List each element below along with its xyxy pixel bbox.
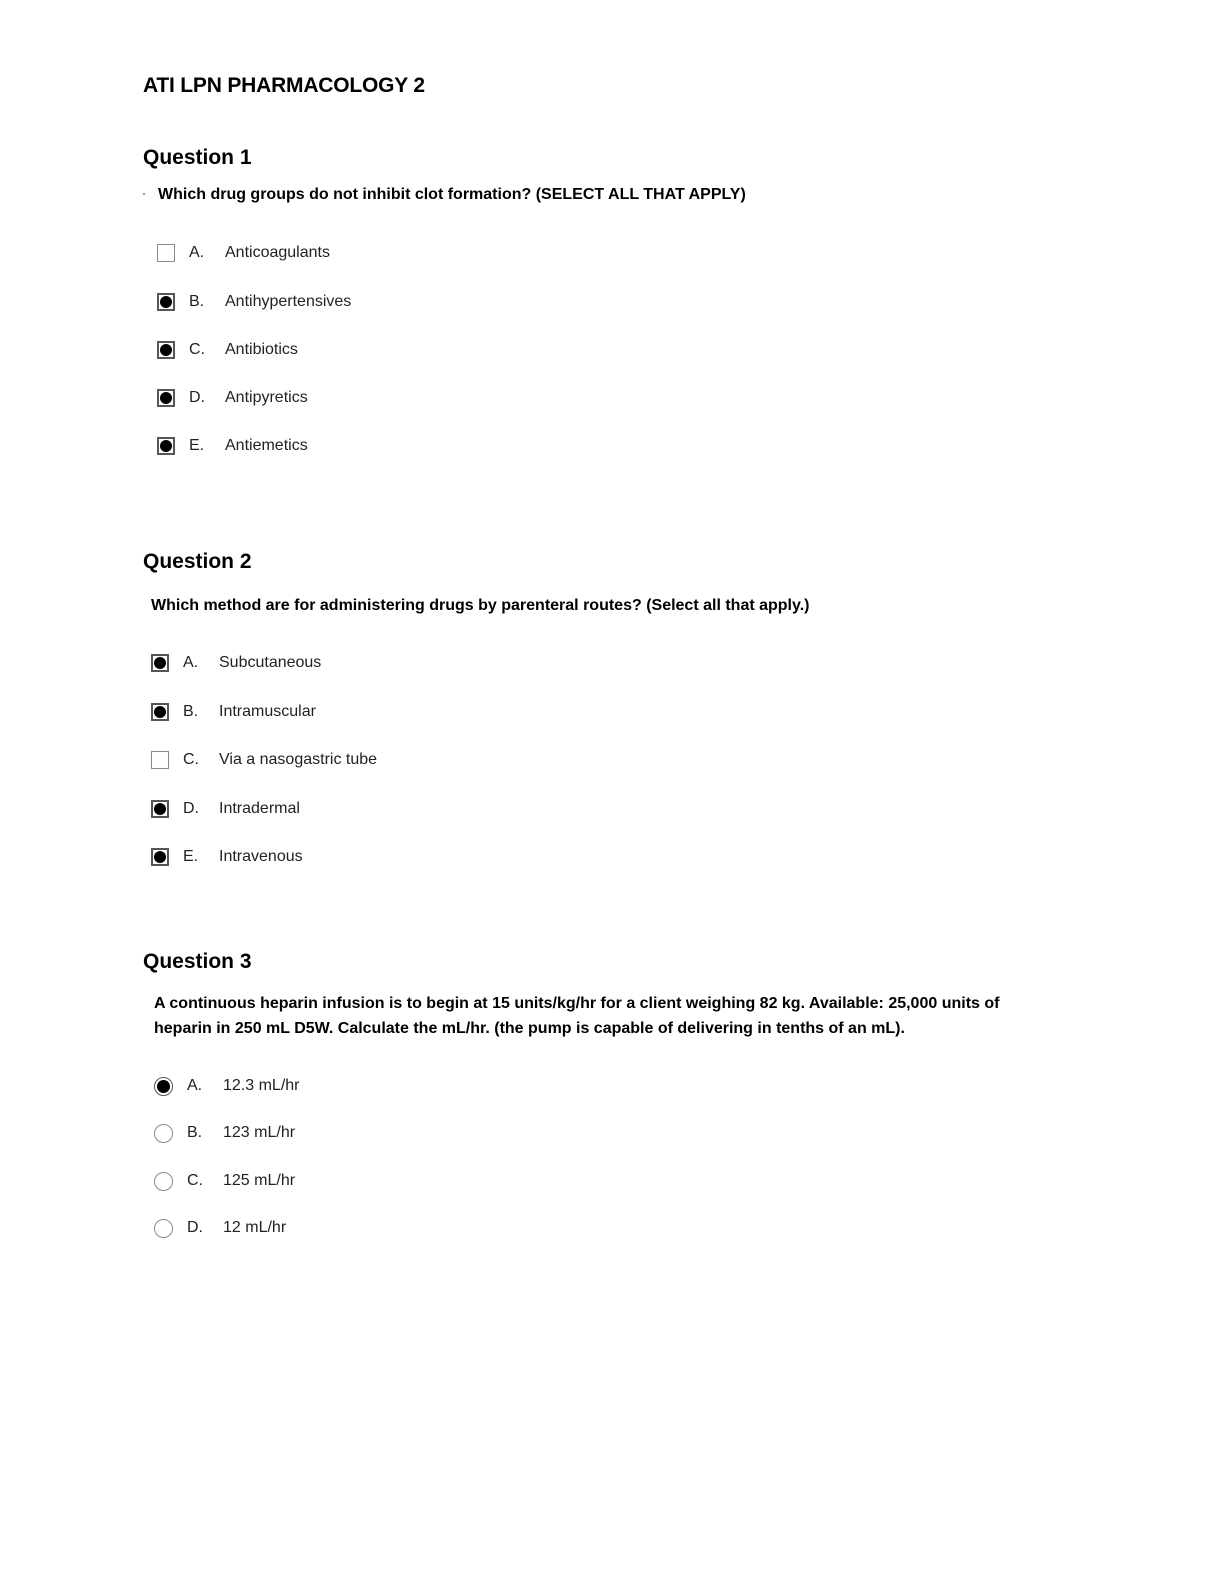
checkbox[interactable] — [151, 848, 169, 866]
option-label: Intravenous — [219, 848, 303, 865]
option-label: Antihypertensives — [225, 293, 352, 310]
checkbox[interactable] — [151, 654, 169, 672]
option-d[interactable] — [154, 1216, 286, 1240]
radio-button[interactable] — [154, 1219, 173, 1238]
option-letter: D. — [183, 800, 199, 817]
option-c[interactable] — [151, 748, 377, 772]
option-label: 123 mL/hr — [223, 1124, 296, 1141]
option-label: Antibiotics — [225, 341, 298, 358]
option-c[interactable] — [154, 1169, 295, 1193]
option-letter: A. — [187, 1077, 203, 1094]
question-text-line-1: A continuous heparin infusion is to begin at 15 units/kg/hr for a client weighing 82 kg. Available: 25,000 units of — [154, 995, 1000, 1012]
option-d[interactable] — [151, 797, 300, 821]
option-label: Antipyretics — [225, 389, 308, 406]
option-b[interactable] — [154, 1121, 295, 1145]
option-label: Subcutaneous — [219, 654, 322, 671]
option-letter: C. — [189, 341, 205, 358]
radio-button[interactable] — [154, 1124, 173, 1143]
question-text-line-2: heparin in 250 mL D5W. Calculate the mL/hr. (the pump is capable of delivering in tenths of an mL). — [154, 1020, 905, 1037]
option-label: Via a nasogastric tube — [219, 751, 378, 768]
checkbox[interactable] — [157, 341, 175, 359]
question-heading: Question 1 — [143, 146, 252, 169]
option-label: Intradermal — [219, 800, 300, 817]
checkbox[interactable] — [151, 703, 169, 721]
option-letter: D. — [189, 389, 205, 406]
question-text: Which drug groups do not inhibit clot formation? (SELECT ALL THAT APPLY) — [158, 186, 746, 203]
checkbox[interactable] — [157, 389, 175, 407]
document-title: ATI LPN PHARMACOLOGY 2 — [143, 74, 425, 97]
option-letter: B. — [189, 293, 205, 310]
question-text: Which method are for administering drugs by parenteral routes? (Select all that apply.) — [151, 597, 810, 614]
question-heading: Question 2 — [143, 550, 252, 573]
radio-button[interactable] — [154, 1077, 173, 1096]
option-a[interactable] — [154, 1074, 299, 1098]
checkbox[interactable] — [151, 800, 169, 818]
option-letter: D. — [187, 1219, 203, 1236]
question-heading: Question 3 — [143, 950, 252, 973]
option-b[interactable] — [157, 290, 351, 314]
option-a[interactable] — [157, 241, 330, 265]
option-e[interactable] — [157, 434, 308, 458]
option-label: 125 mL/hr — [223, 1172, 296, 1189]
option-b[interactable] — [151, 700, 316, 724]
option-letter: C. — [183, 751, 199, 768]
option-c[interactable] — [157, 338, 298, 362]
checkbox[interactable] — [157, 437, 175, 455]
option-label: Antiemetics — [225, 437, 308, 454]
option-label: 12.3 mL/hr — [223, 1077, 300, 1094]
checkbox[interactable] — [157, 244, 175, 262]
option-label: Anticoagulants — [225, 244, 330, 261]
option-letter: A. — [183, 654, 199, 671]
option-letter: B. — [183, 703, 199, 720]
option-a[interactable] — [151, 651, 321, 675]
option-label: 12 mL/hr — [223, 1219, 287, 1236]
option-d[interactable] — [157, 386, 308, 410]
option-e[interactable] — [151, 845, 303, 869]
option-letter: C. — [187, 1172, 203, 1189]
checkbox[interactable] — [157, 293, 175, 311]
option-letter: E. — [189, 437, 205, 454]
checkbox[interactable] — [151, 751, 169, 769]
option-letter: E. — [183, 848, 199, 865]
radio-button[interactable] — [154, 1172, 173, 1191]
bullet-mark — [143, 193, 145, 195]
option-letter: B. — [187, 1124, 203, 1141]
option-letter: A. — [189, 244, 205, 261]
option-label: Intramuscular — [219, 703, 316, 720]
